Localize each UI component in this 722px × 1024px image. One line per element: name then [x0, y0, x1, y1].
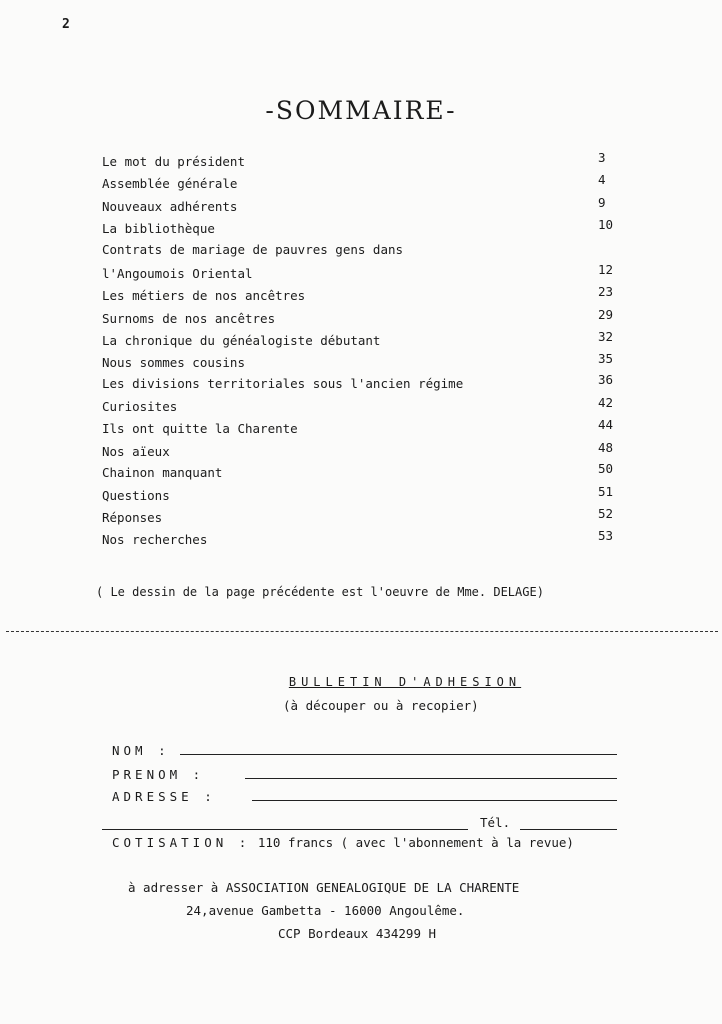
mailing-address-line-2: 24,avenue Gambetta - 16000 Angoulême. [186, 903, 465, 918]
toc-item-page: 10 [598, 217, 614, 232]
toc-item-label: La chronique du généalogiste débutant [102, 333, 381, 348]
toc-item-label: Nos recherches [102, 532, 208, 547]
toc-item-page: 35 [598, 351, 614, 366]
mailing-address-line-1: à adresser à ASSOCIATION GENEALOGIQUE DE LA CHARENTE [128, 880, 520, 895]
nom-label: NOM : [112, 743, 170, 758]
prenom-label: PRENOM : [112, 767, 205, 782]
ccp-account: CCP Bordeaux 434299 H [278, 926, 437, 941]
toc-item-page: 9 [598, 195, 606, 210]
bulletin-title: BULLETIN D'ADHESION [288, 675, 522, 689]
toc-item-page: 23 [598, 284, 614, 299]
bulletin-subtitle: (à découper ou à recopier) [283, 698, 479, 713]
toc-item-page: 48 [598, 440, 614, 455]
toc-item-page: 12 [598, 262, 614, 277]
toc-item-label: Surnoms de nos ancêtres [102, 311, 276, 326]
toc-item-label: Nous sommes cousins [102, 355, 245, 370]
toc-item-page: 36 [598, 372, 614, 387]
toc-item-label: Les métiers de nos ancêtres [102, 288, 306, 303]
page-number: 2 [62, 17, 70, 32]
toc-item-label: Contrats de mariage de pauvres gens dans [102, 242, 404, 257]
adresse-field[interactable] [252, 800, 617, 801]
toc-item-label: Le mot du président [102, 154, 245, 169]
toc-item-page: 4 [598, 172, 606, 187]
toc-item-label: Ils ont quitte la Charente [102, 421, 298, 436]
illustration-credit: ( Le dessin de la page précédente est l'oeuvre de Mme. DELAGE) [96, 585, 544, 599]
toc-item-label: Nos aïeux [102, 444, 170, 459]
cotisation [112, 835, 574, 850]
toc-item-label: Questions [102, 488, 170, 503]
toc-item-page: 52 [598, 506, 614, 521]
toc-item-label: Réponses [102, 510, 163, 525]
toc-item-page: 53 [598, 528, 614, 543]
toc-item-page: 51 [598, 484, 614, 499]
cotisation-label: COTISATION : [112, 835, 251, 850]
toc-item-label: La bibliothèque [102, 221, 215, 236]
toc-item-label: Chainon manquant [102, 465, 223, 480]
toc-item-label: Les divisions territoriales sous l'ancien régime [102, 376, 464, 391]
toc-item-label: Nouveaux adhérents [102, 199, 238, 214]
toc-item-label: Curiosites [102, 399, 178, 414]
adresse-label: ADRESSE : [112, 789, 216, 804]
tel-field[interactable] [520, 829, 617, 830]
toc-item-page: 44 [598, 417, 614, 432]
toc-item-page: 32 [598, 329, 614, 344]
toc-item-page: 3 [598, 150, 606, 165]
toc-item-label: Assemblée générale [102, 176, 238, 191]
cotisation-value: 110 francs ( avec l'abonnement à la revue) [257, 835, 574, 850]
prenom-field[interactable] [245, 778, 617, 779]
toc-item-page: 29 [598, 307, 614, 322]
toc-item-label: l'Angoumois Oriental [102, 266, 253, 281]
toc-item-page: 50 [598, 461, 614, 476]
adresse-field-line-2[interactable] [102, 829, 468, 830]
tel-label: Tél. [480, 815, 511, 830]
toc-item-page: 42 [598, 395, 614, 410]
nom-field[interactable] [180, 754, 617, 755]
cut-line-divider [6, 631, 718, 632]
page-title: -SOMMAIRE- [265, 96, 457, 125]
